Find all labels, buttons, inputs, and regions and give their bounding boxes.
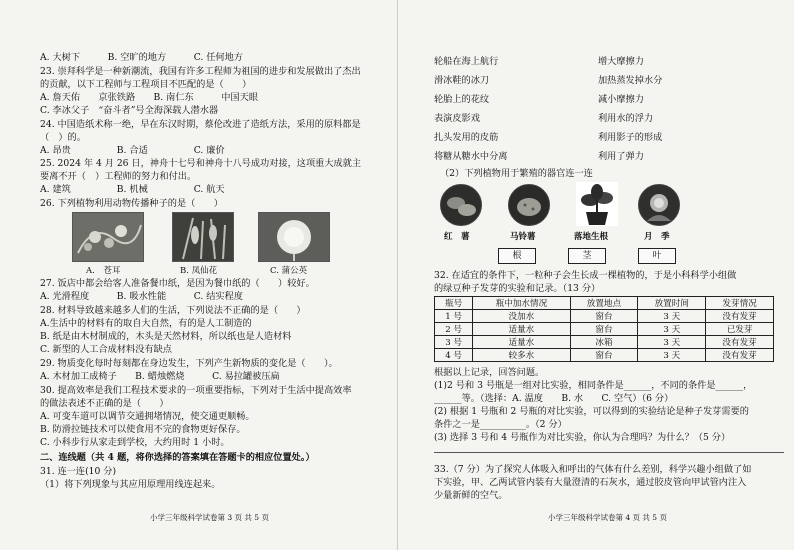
table-cell: 没加水 xyxy=(473,310,570,323)
organ-root-box: 根 xyxy=(498,248,536,264)
table-header: 发芽情况 xyxy=(706,297,774,310)
plant-label-3: 落地生根 xyxy=(574,232,609,242)
plant-label-1: 红 薯 xyxy=(444,232,470,242)
right-page-footer: 小学三年级科学试卷第 4 页 共 5 页 xyxy=(548,513,667,522)
q32-sub2-line-1: (2) 根据 1 号瓶和 2 号瓶的对比实验，可以得到的实验结论是种子发芽需要的 xyxy=(434,406,749,417)
q28-option-b: B. 纸是由木材制成的，木头是天然材料，所以纸也是人造材料 xyxy=(40,331,292,342)
q32-sub1-line-2: ______等。（选择：A. 温度 B. 水 C. 空气）（6 分） xyxy=(434,393,674,404)
q24-options: A. 昂贵 B. 合适 C. 廉价 xyxy=(40,145,225,156)
table-cell: 窗台 xyxy=(570,349,638,362)
table-cell: 3 天 xyxy=(638,349,706,362)
q28-stem: 28. 材料导致越来越多人们的生活，下列说法不正确的是（ ） xyxy=(40,305,306,316)
match-phenomenon-2: 滑冰鞋的冰刀 xyxy=(434,75,490,86)
cocklebur-image xyxy=(72,212,144,262)
q31-part-2: （2）下列植物用于繁殖的器官连一连 xyxy=(440,168,593,179)
q23-line-2: 的贡献，以下工程师与工程项目不匹配的是（ ） xyxy=(40,79,252,90)
dandelion-image xyxy=(258,212,330,262)
q30-option-b: B. 防滑拉链技术可以使食用不完的食物更好保存。 xyxy=(40,424,246,435)
q30-line-1: 30. 提高效率是我们工程技术要求的一项重要指标，下列对于生活中提高效率 xyxy=(40,385,352,396)
q23-option-c: C. 李冰父子 “奋斗者”号全海深载人潜水器 xyxy=(40,105,219,116)
organ-stem-box: 茎 xyxy=(568,248,606,264)
table-cell: 3 天 xyxy=(638,336,706,349)
match-principle-2: 加热蒸发掉水分 xyxy=(598,75,663,86)
table-header: 放置地点 xyxy=(570,297,638,310)
plant-label-2: 马铃薯 xyxy=(510,232,536,242)
q32-prompt: 根据以上记录，回答问题。 xyxy=(434,367,545,378)
table-cell: 没有发芽 xyxy=(706,336,774,349)
rose-image xyxy=(638,184,680,226)
q25-line-1: 25. 2024 年 4 月 26 日，神舟十七号和神舟十八号成功对接，这项重大成就主 xyxy=(40,158,362,169)
match-phenomenon-4: 表演皮影戏 xyxy=(434,113,480,124)
match-principle-5: 利用影子的形成 xyxy=(598,132,663,143)
q32-sub2-line-2: 条件之一是__________。（2 分） xyxy=(434,419,567,430)
q33-line-2: 下实验，甲、乙两试管内装有大量澄清的石灰水，通过胶皮管向甲试管内注入 xyxy=(434,477,747,488)
kalanchoe-image xyxy=(576,182,618,226)
sweet-potato-image xyxy=(440,184,482,226)
table-cell: 3 天 xyxy=(638,323,706,336)
q32-line-1: 32. 在适宜的条件下，一粒种子会生长成一棵植物的，于是小科科学小组做 xyxy=(434,270,737,281)
table-row xyxy=(435,310,774,323)
q29-options: A. 木材加工成椅子 B. 蜡烛燃烧 C. 易拉罐被压扁 xyxy=(40,371,280,382)
q26-stem: 26. 下列植物利用动物传播种子的是（ ） xyxy=(40,198,223,209)
organ-leaf-box: 叶 xyxy=(638,248,676,264)
table-header-row xyxy=(435,297,774,310)
match-principle-1: 增大摩擦力 xyxy=(598,56,644,67)
potato-image xyxy=(508,184,550,226)
q33-line-3: 少量新鲜的空气。 xyxy=(434,490,508,501)
match-principle-4: 利用水的浮力 xyxy=(598,113,654,124)
q23-option-ab: A. 詹天佑 京张铁路 B. 南仁东 中国天眼 xyxy=(40,92,259,103)
left-page-footer: 小学三年级科学试卷第 3 页 共 5 页 xyxy=(150,513,269,522)
table-cell: 没有发芽 xyxy=(706,349,774,362)
q24-line-2: （ ）的。 xyxy=(40,132,86,143)
right-page xyxy=(397,0,794,550)
table-cell: 较多水 xyxy=(473,349,570,362)
table-cell: 2 号 xyxy=(435,323,473,336)
q26-option-b: B. 凤仙花 xyxy=(180,266,218,276)
match-phenomenon-3: 轮胎上的花纹 xyxy=(434,94,490,105)
answer-line xyxy=(434,452,784,453)
match-phenomenon-5: 扎头发用的皮筋 xyxy=(434,132,499,143)
table-header: 瓶中加水情况 xyxy=(473,297,570,310)
q33-line-1: 33.（7 分）为了探究人体吸入和呼出的气体有什么差别，科学兴趣小组做了如 xyxy=(434,464,752,475)
q31-part-1: （1）将下列现象与其应用原理用线连起来。 xyxy=(40,479,221,490)
match-principle-3: 减小摩擦力 xyxy=(598,94,644,105)
q32-sub3: (3) 选择 3 号和 4 号瓶作为对比实验，你认为合理吗？为什么？（5 分） xyxy=(434,432,731,443)
q30-line-2: 的做法表述不正确的是（ ） xyxy=(40,398,169,409)
table-cell: 已发芽 xyxy=(706,323,774,336)
section-2-heading: 二、连线题（共 4 题，将你选择的答案填在答题卡的相应位置处。） xyxy=(40,452,315,463)
table-cell: 窗台 xyxy=(570,310,638,323)
table-cell: 窗台 xyxy=(570,323,638,336)
table-row xyxy=(435,349,774,362)
q26-option-c: C. 蒲公英 xyxy=(270,266,308,276)
q27-options: A. 光滑程度 B. 吸水性能 C. 结实程度 xyxy=(40,291,243,302)
q24-line-1: 24. 中国造纸术称一绝，早在东汉时期，蔡伦改进了造纸方法，采用的原料都是 xyxy=(40,119,361,130)
table-cell: 适量水 xyxy=(473,323,570,336)
table-cell: 冰箱 xyxy=(570,336,638,349)
q32-line-2: 的绿豆种子发芽的实验和记录。（13 分） xyxy=(434,283,601,294)
match-phenomenon-1: 轮船在海上航行 xyxy=(434,56,499,67)
q30-option-a: A. 可变车道可以调节交通拥堵情况，使交通更顺畅。 xyxy=(40,411,255,422)
table-cell: 适量水 xyxy=(473,336,570,349)
match-phenomenon-6: 将糖从糖水中分离 xyxy=(434,151,508,162)
q28-option-c: C. 新型的人工合成材料没有缺点 xyxy=(40,344,172,355)
table-row xyxy=(435,323,774,336)
q31-title: 31. 连一连(10 分) xyxy=(40,466,117,477)
q23-line-1: 23. 崇拜科学是一种新潮流，我国有许多工程师为祖国的进步和发展做出了杰出 xyxy=(40,66,361,77)
impatiens-image xyxy=(172,212,234,262)
table-row xyxy=(435,336,774,349)
experiment-table xyxy=(434,296,774,362)
q25-options: A. 建筑 B. 机械 C. 航天 xyxy=(40,184,225,195)
table-cell: 3 天 xyxy=(638,310,706,323)
table-cell: 没有发芽 xyxy=(706,310,774,323)
table-cell: 3 号 xyxy=(435,336,473,349)
table-cell: 4 号 xyxy=(435,349,473,362)
table-cell: 1 号 xyxy=(435,310,473,323)
q32-sub1-line-1: (1)2 号和 3 号瓶是一组对比实验，相同条件是______，不同的条件是______， xyxy=(434,380,753,391)
q28-option-a: A.生活中的材料有的取自大自然，有的是人工制造的 xyxy=(40,318,252,329)
q29-stem: 29. 物质变化每时每刻都在身边发生，下列产生新物质的变化是（ ）。 xyxy=(40,358,338,369)
table-header: 瓶号 xyxy=(435,297,473,310)
match-principle-6: 利用了弹力 xyxy=(598,151,644,162)
q30-option-c: C. 小科步行从家走到学校，大约用时 1 小时。 xyxy=(40,437,230,448)
table-header: 放置时间 xyxy=(638,297,706,310)
q22-options: A. 大树下 B. 空旷的地方 C. 任何地方 xyxy=(40,52,243,63)
q27-stem: 27. 饭店中都会给客人准备餐巾纸，是因为餐巾纸的（ ）较好。 xyxy=(40,278,315,289)
q25-line-2: 要离不开（ ）工程师的努力和付出。 xyxy=(40,171,197,182)
q26-option-a: A. 苍耳 xyxy=(86,266,121,276)
plant-label-4: 月 季 xyxy=(644,232,670,242)
